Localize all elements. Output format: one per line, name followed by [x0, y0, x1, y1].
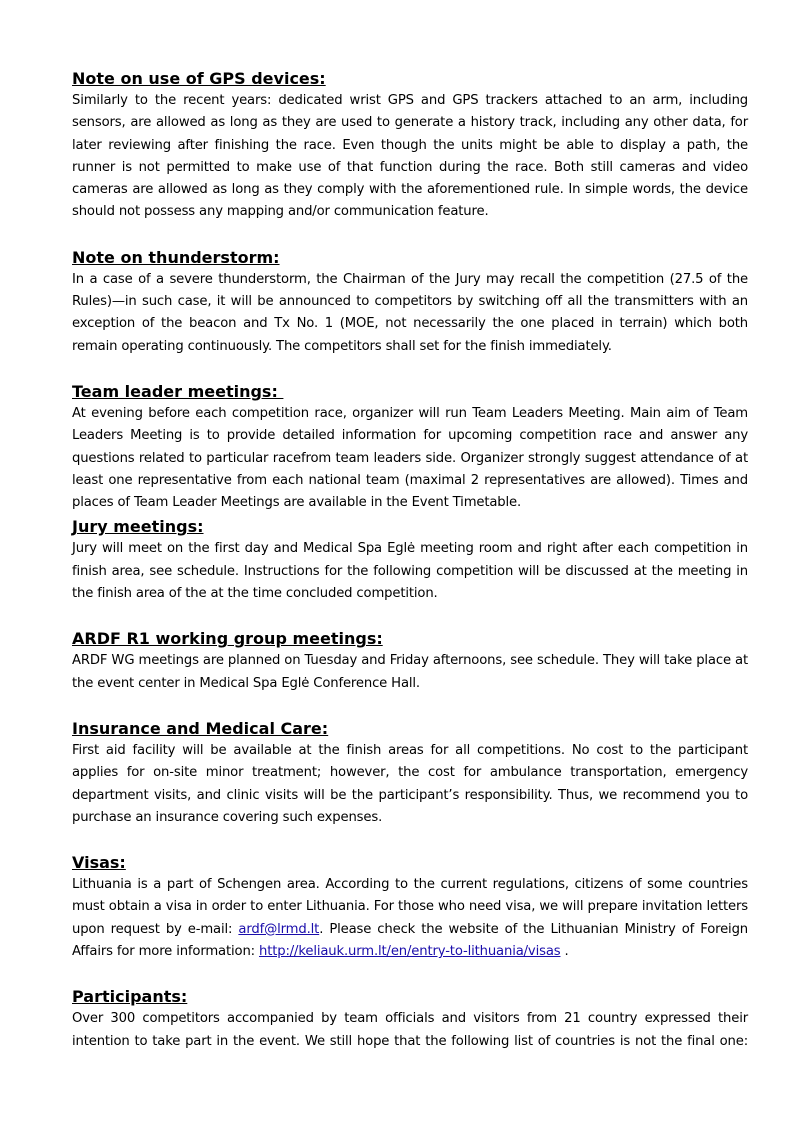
- section-paragraph: Over 300 competitors accompanied by team officials and visitors from 21 country expressed their intention to take part in the event. We still hope that the following list of countries is not the final one:: [72, 1011, 748, 1049]
- section-paragraph: ARDF WG meetings are planned on Tuesday and Friday afternoons, see schedule. They will take place at the event center in Medical Spa Eglė Conference Hall.: [72, 653, 748, 691]
- section-heading: Team leader meetings:: [72, 381, 284, 401]
- section-insurance-medical: [72, 718, 748, 829]
- section-visas: [72, 852, 748, 963]
- section-thunderstorm: [72, 247, 748, 358]
- document-page: [72, 68, 748, 1053]
- section-heading: Insurance and Medical Care:: [72, 718, 329, 738]
- section-gps-devices: [72, 68, 748, 224]
- section-heading: ARDF R1 working group meetings:: [72, 629, 383, 649]
- section-jury-meetings: [72, 516, 748, 605]
- section-paragraph: Similarly to the recent years: dedicated wrist GPS and GPS trackers attached to an arm, including sensors, are allowed as long as they are used to generate a history track, including any other data, for later reviewing after finishing the race. Even though the units might be able to display a path, the runner is not permitted to make use of that function during the race. Both still cameras and video cameras are allowed as long as they comply with the aforementioned rule. In simple words, the device should not possess any mapping and/or communication feature.: [72, 93, 748, 220]
- section-participants: [72, 986, 748, 1053]
- section-heading: Note on thunderstorm:: [72, 247, 280, 267]
- section-paragraph: In a case of a severe thunderstorm, the Chairman of the Jury may recall the competition (27.5 of the Rules)—in such case, it will be announced to competitors by switching off all the transmitters with an exception of the beacon and Tx No. 1 (MOE, not necessarily the one placed in terrain) which both remain operating continuously. The competitors shall set for the finish immediately.: [72, 271, 748, 354]
- section-ardf-working-group: [72, 628, 748, 695]
- section-heading: Note on use of GPS devices:: [72, 69, 326, 88]
- section-heading: Participants:: [72, 987, 188, 1007]
- visas-text-part: . Please check the website of the Lithuanian Ministry of Foreign Affairs for more information:: [72, 921, 748, 960]
- email-link[interactable]: ardf@lrmd.lt: [238, 921, 320, 937]
- section-paragraph: [72, 874, 748, 963]
- visas-text-part: Lithuania is a part of Schengen area. According to the current regulations, citizens of some countries must obtain a visa in order to enter Lithuania. For those who need visa, we will prepare invitation letters upon request by e-mail:: [72, 877, 748, 937]
- section-heading: Jury meetings:: [72, 517, 204, 537]
- section-paragraph: At evening before each competition race, organizer will run Team Leaders Meeting. Main aim of Team Leaders Meeting is to provide detailed information for upcoming competition race and answer any questions related to particular racefrom team leaders side. Organizer strongly suggest attendance of at least one representative from each national team (maximal 2 representatives are allowed). Times and places of Team Leader Meetings are available in the Event Timetable.: [72, 405, 748, 511]
- visas-text-part: .: [560, 944, 569, 960]
- section-paragraph: Jury will meet on the first day and Medical Spa Eglė meeting room and right after each competition in finish area, see schedule. Instructions for the following competition will be discussed at the meeting in the finish area of the at the time concluded competition.: [72, 541, 748, 602]
- section-paragraph: First aid facility will be available at the finish areas for all competitions. No cost to the participant applies for on-site minor treatment; however, the cost for ambulance transportation, emergency department visits, and clinic visits will be the participant’s responsibility. Thus, we recommend you to purchase an insurance covering such expenses.: [72, 742, 748, 825]
- section-heading: Visas:: [72, 853, 126, 873]
- section-team-leader-meetings: [72, 381, 748, 514]
- visas-website-link[interactable]: http://keliauk.urm.lt/en/entry-to-lithuania/visas: [259, 944, 561, 960]
